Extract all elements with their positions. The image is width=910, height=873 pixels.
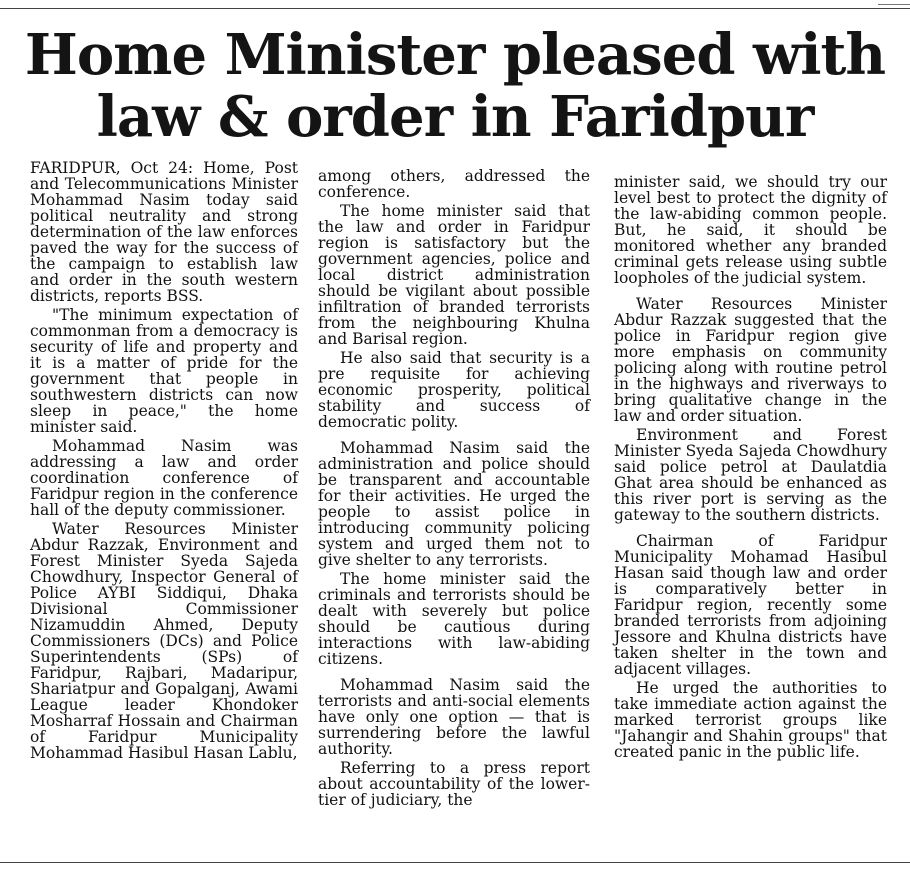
bottom-rule [0, 862, 910, 863]
paragraph: minister said, we should try our level best to protect the dignity of the law-abiding common people. But, he said, it should be monitored whether any branded criminal gets release using subtle loopholes of the judicial system. [614, 173, 887, 287]
paragraph: Mohammad Nasim said the terrorists and anti-social elements have only one option — that is surrendering before the lawful authority. [318, 676, 590, 758]
paragraph: FARIDPUR, Oct 24: Home, Post and Telecommunications Minister Mohammad Nasim today said political neutrality and strong determination of the law enforces paved the way for the success of the campaign to establish law and order in the south western districts, reports BSS. [30, 159, 298, 305]
article-column-3 [614, 174, 887, 763]
paragraph: Mohammad Nasim was addressing a law and order coordination conference of Faridpur region in the conference hall of the deputy commissioner. [30, 437, 298, 519]
top-corner-rule [878, 0, 910, 5]
headline: Home Minister pleased with law & order in Faridpur [24, 22, 886, 150]
paragraph: Chairman of Faridpur Municipality Mohamad Hasibul Hasan said though law and order is comparatively better in Faridpur region, recently some branded terrorists from adjoining Jessore and Khulna districts have taken shelter in the town and adjacent villages. [614, 532, 887, 678]
paragraph: among others, addressed the conference. [318, 167, 590, 201]
paragraph: Environment and Forest Minister Syeda Sajeda Chowdhury said police petrol at Daulatdia Ghat area should be enhanced as this river port is serving as the gateway to the southern districts. [614, 426, 887, 524]
paragraph: Water Resources Minister Abdur Razzak suggested that the police in Faridpur region give more emphasis on community policing along with routine petrol in the highways and riverways to bring qualitative change in the law and order situation. [614, 295, 887, 425]
article-column-1 [30, 160, 298, 764]
paragraph: He also said that security is a pre requisite for achieving economic prosperity, political stability and success of democratic polity. [318, 349, 590, 431]
paragraph: Referring to a press report about accountability of the lower-tier of judiciary, the [318, 759, 590, 809]
paragraph: Mohammad Nasim said the administration and police should be transparent and accountable for their activities. He urged the people to assist police in introducing community policing system and urged them not to give shelter to any terrorists. [318, 439, 590, 569]
article-column-2 [318, 168, 590, 811]
paragraph: The home minister said the criminals and terrorists should be dealt with severely but police should be cautious during interactions with law-abiding citizens. [318, 570, 590, 668]
paragraph: "The minimum expectation of commonman from a democracy is security of life and property and it is a matter of pride for the government that people in southwestern districts can now sleep in peace," the home minister said. [30, 306, 298, 436]
paragraph: Water Resources Minister Abdur Razzak, Environment and Forest Minister Syeda Sajeda Chowdhury, Inspector General of Police AYBI Siddiqui, Dhaka Divisional Commissioner Nizamuddin Ahmed, Deputy Commissioners (DCs) and Police Superintendents (SPs) of Faridpur, Rajbari, Madaripur, Shariatpur and Gopalganj, Awami League leader Khondoker Mosharraf Hossain and Chairman of Faridpur Municipality Mohammad Hasibul Hasan Lablu, [30, 520, 298, 762]
paragraph: He urged the authorities to take immediate action against the marked terrorist groups like "Jahangir and Shahin groups" that created panic in the public life. [614, 679, 887, 761]
paragraph: The home minister said that the law and order in Faridpur region is satisfactory but the government agencies, police and local district administration should be vigilant about possible infiltration of branded terrorists from the neighbouring Khulna and Barisal region. [318, 202, 590, 348]
top-rule [0, 8, 910, 9]
